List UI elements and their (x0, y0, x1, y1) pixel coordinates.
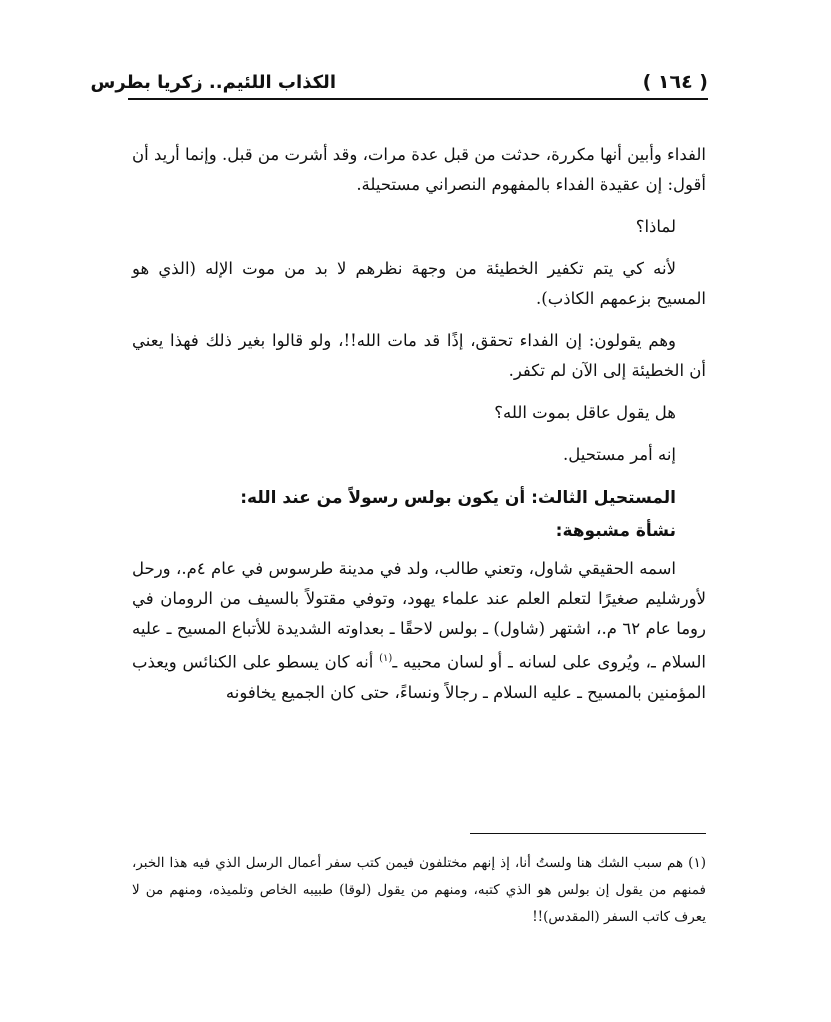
footnote-separator (470, 833, 706, 834)
paragraph: إنه أمر مستحيل. (563, 445, 676, 464)
paragraph-text: اسمه الحقيقي شاول، وتعني طالب، ولد في مدينة طرسوس في عام ٤م.، ورحل لأورشليم صغيرًا لتعلم العلم عند علماء يهود، وتوفي مقتولاً بالسيف من الرومان في روما عام ٦٢ م.، اشتهر (شاول) ـ بولس لاحقًا ـ بعداوته الشديدة للأتباع المسيح ـ عليه السلام ـ، ويُروى على لسانه ـ أو لسان محبيه ـ (132, 559, 707, 672)
paragraph-text: أنه كان يسطو على الكنائس ويعذب المؤمنين بالمسيح ـ عليه السلام ـ رجالاً ونساءً، حتى كان الجميع يخافونه (132, 652, 706, 702)
paragraph: هل يقول عاقل بموت الله؟ (494, 403, 676, 422)
paragraph: الفداء وأبين أنها مكررة، حدثت من قبل عدة مرات، وقد أشرت من قبل. وإنما أريد أن أقول: إن عقيدة الفداء بالمفهوم النصراني مستحيلة. (132, 145, 706, 194)
paragraph: لأنه كي يتم تكفير الخطيئة من وجهة نظرهم لا بد من موت الإله (الذي هو المسيح بزعمهم الكاذب). (132, 259, 706, 308)
footnote-text: (١) هم سبب الشك هنا ولستُ أنا، إذ إنهم مختلفون فيمن كتب سفر أعمال الرسل الذي فيه هذا الخبر، فمنهم من يقول إن بولس هو الذي كتبه، ومنهم من يقول (لوقا) طبيبه الخاص وتلميذه، ومنهم من لا يعرف كاتب السفر (المقدس)!! (132, 855, 706, 925)
header-rule (128, 98, 708, 100)
running-header (90, 70, 708, 100)
paragraph: لماذا؟ (635, 217, 676, 236)
footnotes (132, 850, 706, 931)
book-title: الكذاب اللئيم.. زكريا بطرس (90, 72, 336, 93)
paragraph (132, 554, 706, 708)
footnote (132, 850, 706, 931)
subsection-heading: نشأة مشبوهة: (555, 521, 676, 541)
paragraph: وهم يقولون: إن الفداء تحقق، إذًا قد مات الله!!، ولو قالوا بغير ذلك فهذا يعني أن الخطيئة إلى الآن لم تكفر. (132, 331, 706, 380)
section-heading: المستحيل الثالث: أن يكون بولس رسولاً من عند الله: (240, 488, 676, 508)
main-text (132, 140, 706, 720)
page-number: ( ١٦٤ ) (642, 71, 708, 93)
footnote-marker: (١) (379, 653, 393, 664)
